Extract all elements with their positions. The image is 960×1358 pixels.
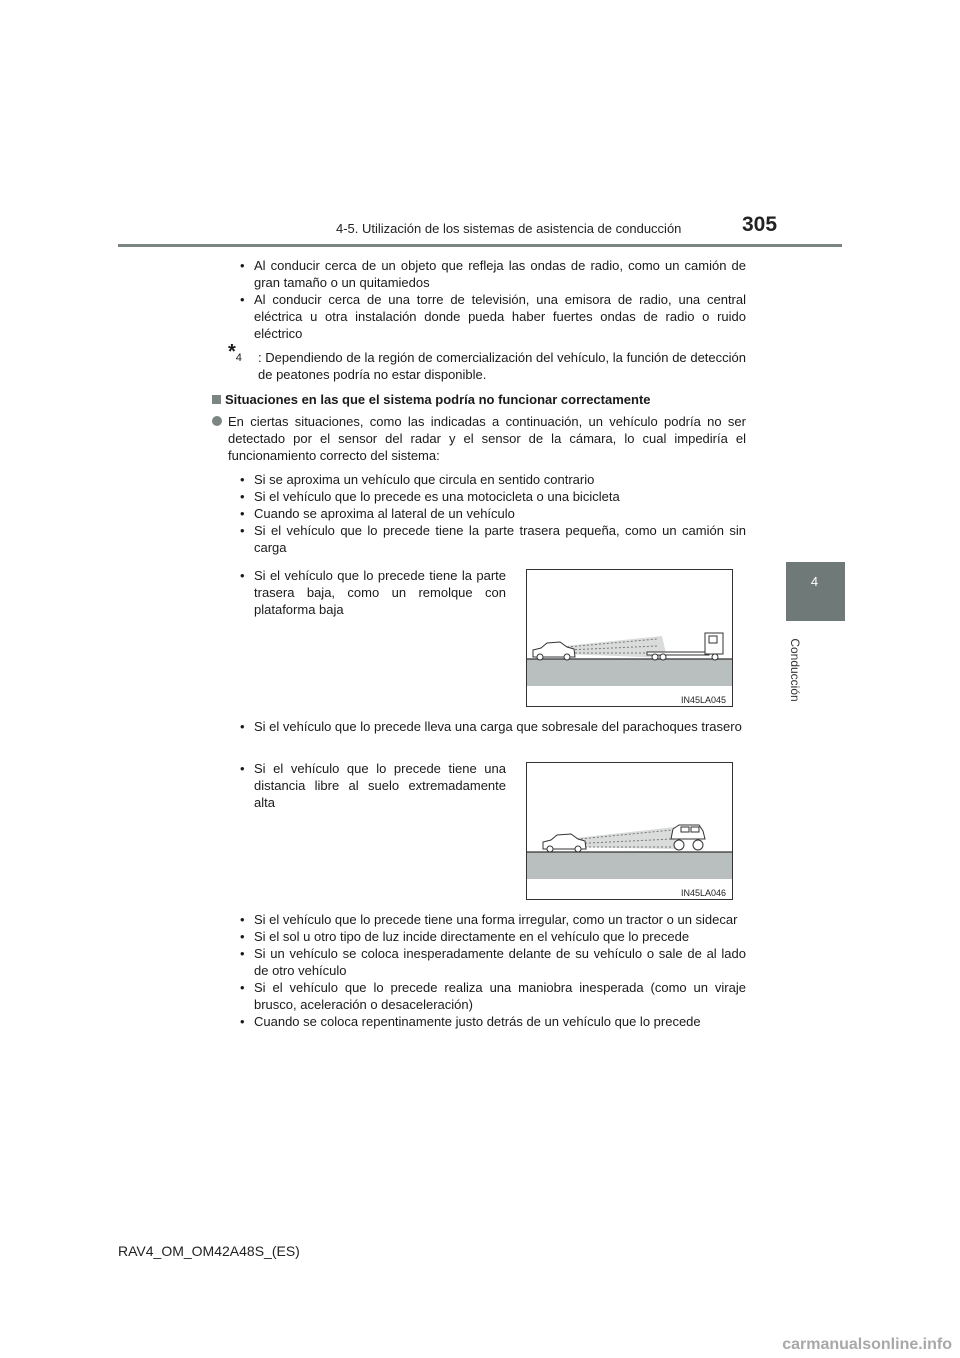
list-item: • Si el vehículo que lo precede lleva una carga que sobresale del parachoques trasero: [240, 718, 746, 735]
bullet-list-mid: [240, 471, 746, 556]
header-section-title: 4-5. Utilización de los sistemas de asistencia de conducción: [336, 221, 682, 236]
list-item: • Si el vehículo que lo precede tiene una forma irregular, como un tractor o un sidecar: [240, 911, 746, 928]
document-code-footer: RAV4_OM_OM42A48S_(ES): [118, 1243, 300, 1259]
list-item: • Al conducir cerca de una torre de televisión, una emisora de radio, una central eléctrica u otra instalación donde pueda haber fuertes ondas de radio o ruido eléctrico: [240, 291, 746, 342]
figure2-caption: [240, 760, 506, 811]
list-item: • Si el vehículo que lo precede tiene la parte trasera baja, como un remolque con plataforma baja: [240, 567, 506, 618]
watermark: carmanualsonline.info: [782, 1336, 952, 1353]
figure1-caption: [240, 567, 506, 618]
header-divider: [118, 244, 842, 247]
bullet-after-figure1: [240, 718, 746, 735]
chapter-tab: 4: [786, 562, 843, 621]
intro-paragraph: [212, 413, 746, 464]
chapter-label-text: Conducción: [788, 638, 802, 702]
circle-bullet-icon: [212, 416, 222, 426]
bullet-list-top: [240, 257, 746, 342]
chapter-label: [780, 620, 810, 720]
list-item: • Si el vehículo que lo precede realiza una maniobra inesperada (como un viraje brusco, aceleración o desaceleración): [240, 979, 746, 1013]
high-clearance-graphic: [527, 763, 732, 899]
footnote-number: 4: [235, 352, 242, 364]
bullet-list-bottom: [240, 911, 746, 1030]
list-item: • Cuando se coloca repentinamente justo detrás de un vehículo que lo precede: [240, 1013, 746, 1030]
figure-code: IN45LA045: [680, 695, 726, 705]
footnote-marker: $*_4$: [228, 341, 242, 364]
chapter-tab-edge: [843, 562, 845, 621]
list-item: • Si el vehículo que lo precede tiene una distancia libre al suelo extremadamente alta: [240, 760, 506, 811]
list-item: • Si el vehículo que lo precede tiene la parte trasera pequeña, como un camión sin carga: [240, 522, 746, 556]
list-item: • Si un vehículo se coloca inesperadamente delante de su vehículo o sale de al lado de otro vehículo: [240, 945, 746, 979]
list-item: • Si el sol u otro tipo de luz incide directamente en el vehículo que lo precede: [240, 928, 746, 945]
illustration-high-clearance: [526, 762, 733, 900]
footnote: [228, 341, 746, 383]
square-bullet-icon: [212, 395, 221, 404]
figure-code: IN45LA046: [680, 888, 726, 898]
footnote-text: : Dependiendo de la región de comercialización del vehículo, la función de detección de peatones podría no estar disponible.: [258, 350, 746, 382]
list-item: • Si el vehículo que lo precede es una motocicleta o una bicicleta: [240, 488, 746, 505]
low-trailer-graphic: [527, 570, 732, 706]
illustration-low-trailer: [526, 569, 733, 707]
intro-text: En ciertas situaciones, como las indicadas a continuación, un vehículo podría no ser detectado por el sensor del radar y el sensor de la cámara, lo cual impediría el funcionamiento correcto del sistema:: [228, 414, 746, 463]
list-item: • Si se aproxima un vehículo que circula en sentido contrario: [240, 471, 746, 488]
list-item: • Cuando se aproxima al lateral de un vehículo: [240, 505, 746, 522]
section-heading: Situaciones en las que el sistema podría no funcionar correctamente: [212, 392, 651, 407]
page-number: 305: [742, 213, 778, 236]
list-item: • Al conducir cerca de un objeto que refleja las ondas de radio, como un camión de gran tamaño o un quitamiedos: [240, 257, 746, 291]
